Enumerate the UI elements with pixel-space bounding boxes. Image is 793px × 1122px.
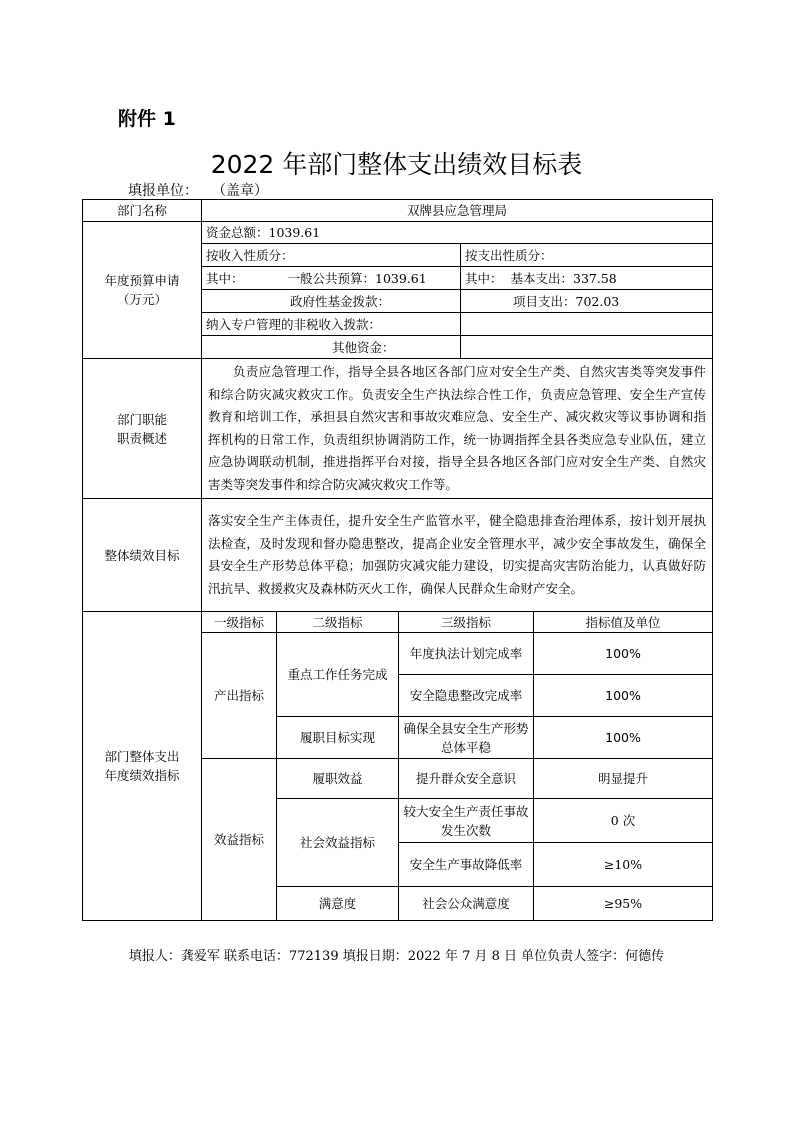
income-gov-fund: 政府性基金拨款： bbox=[202, 290, 461, 313]
benefit-indicator-label: 效益指标 bbox=[202, 759, 277, 921]
law-rate-label: 年度执法计划完成率 bbox=[399, 633, 534, 675]
income-nontax: 纳入专户管理的非税收入拨款： bbox=[202, 313, 461, 336]
performance-table bbox=[82, 199, 713, 921]
dept-name-value: 双牌县应急管理局 bbox=[202, 200, 713, 222]
footer-signature-line: 填报人：龚爱军 联系电话：772139 填报日期：2022 年 7 月 8 日 单位负责人签字：何德传 bbox=[128, 949, 665, 964]
awareness-label: 提升群众安全意识 bbox=[399, 759, 534, 799]
major-accidents-label: 较大安全生产责任事故发生次数 bbox=[399, 799, 534, 843]
hazard-rate-value: 100% bbox=[534, 675, 713, 717]
dept-row bbox=[83, 200, 713, 222]
budget-label-line1: 年度预算申请 bbox=[104, 273, 180, 288]
goal-text: 落实安全生产主体责任，提升安全生产监管水平，健全隐患排查治理体系，按计划开展执法检查，及时发现和督办隐患整改，提高企业安全管理水平，减少安全事故发生，确保全县安全生产形势总体平稳；加强防灾减灾能力建设，切实提高灾害防治能力，认真做好防汛抗旱、救援救灾及森林防灭火工作，确保人民群众生命财产安全。 bbox=[202, 499, 713, 612]
income-general-value: 一般公共预算：1039.61 bbox=[287, 270, 427, 286]
indicator-header-row bbox=[83, 612, 713, 633]
indicator-label-line1: 部门整体支出 bbox=[104, 749, 180, 764]
reduce-rate-value: ≥10% bbox=[534, 843, 713, 887]
goal-label: 整体绩效目标 bbox=[83, 499, 202, 612]
dept-name-label: 部门名称 bbox=[83, 200, 202, 222]
major-accidents-value: 0 次 bbox=[534, 799, 713, 843]
law-rate-value: 100% bbox=[534, 633, 713, 675]
header-level2: 二级指标 bbox=[277, 612, 399, 633]
public-satisfaction-label: 社会公众满意度 bbox=[399, 887, 534, 921]
header-level1: 一级指标 bbox=[202, 612, 277, 633]
hazard-rate-label: 安全隐患整改完成率 bbox=[399, 675, 534, 717]
awareness-value: 明显提升 bbox=[534, 759, 713, 799]
satisfaction-label: 满意度 bbox=[277, 887, 399, 921]
reporting-unit bbox=[128, 180, 268, 200]
header-level3: 三级指标 bbox=[399, 612, 534, 633]
duty-label-line1: 部门职能 bbox=[116, 411, 167, 427]
budget-label bbox=[83, 222, 202, 359]
expense-project: 项目支出：702.03 bbox=[461, 290, 713, 313]
expense-basic-value: 基本支出：337.58 bbox=[510, 270, 617, 286]
social-indicator-label: 社会效益指标 bbox=[277, 799, 399, 887]
indicator-label-line2: 年度绩效指标 bbox=[104, 768, 180, 783]
budget-empty-1 bbox=[461, 313, 713, 336]
stable-value: 100% bbox=[534, 717, 713, 759]
duty-label bbox=[83, 359, 202, 499]
stamp-label: （盖章） bbox=[212, 183, 268, 199]
page-title: 2022 年部门整体支出绩效目标表 bbox=[210, 150, 583, 179]
income-other: 其他资金： bbox=[202, 336, 461, 359]
duty-row bbox=[83, 359, 713, 499]
expense-basic-prefix: 其中： bbox=[465, 270, 503, 286]
expense-header: 按支出性质分： bbox=[461, 244, 713, 267]
key-task-label: 重点工作任务完成 bbox=[277, 633, 399, 717]
duty-text: 负责应急管理工作，指导全县各地区各部门应对安全生产类、自然灾害类等突发事件和综合防灾减灾救灾工作。负责安全生产执法综合性工作，负责应急管理、安全生产宣传教育和培训工作，承担县自然灾害和事故灾难应急、安全生产、减灾救灾等议事协调和指挥机构的日常工作，负责组织协调消防工作，统一协调指挥全县各类应急专业队伍，建立应急协调联动机制，推进指挥平台对接，指导全县各地区各部门应对安全生产类、自然灾害类等突发事件和综合防灾减灾救灾工作等。 bbox=[202, 359, 713, 499]
stable-label: 确保全县安全生产形势总体平稳 bbox=[399, 717, 534, 759]
expense-basic bbox=[461, 267, 713, 290]
reduce-rate-label: 安全生产事故降低率 bbox=[399, 843, 534, 887]
header-value: 指标值及单位 bbox=[534, 612, 713, 633]
indicator-label bbox=[83, 612, 202, 921]
reporting-unit-label: 填报单位： bbox=[128, 183, 198, 199]
budget-label-line2: （万元） bbox=[116, 292, 167, 307]
budget-total: 资金总额：1039.61 bbox=[202, 222, 713, 244]
income-header: 按收入性质分： bbox=[202, 244, 461, 267]
duty-target-label: 履职目标实现 bbox=[277, 717, 399, 759]
income-general-prefix: 其中： bbox=[206, 270, 244, 286]
budget-empty-2 bbox=[461, 336, 713, 359]
duty-label-line2: 职责概述 bbox=[116, 430, 167, 446]
goal-row bbox=[83, 499, 713, 612]
duty-effect-label: 履职效益 bbox=[277, 759, 399, 799]
attachment-label: 附件 1 bbox=[118, 108, 176, 130]
budget-total-row bbox=[83, 222, 713, 244]
income-general bbox=[202, 267, 461, 290]
output-indicator-label: 产出指标 bbox=[202, 633, 277, 759]
public-satisfaction-value: ≥95% bbox=[534, 887, 713, 921]
